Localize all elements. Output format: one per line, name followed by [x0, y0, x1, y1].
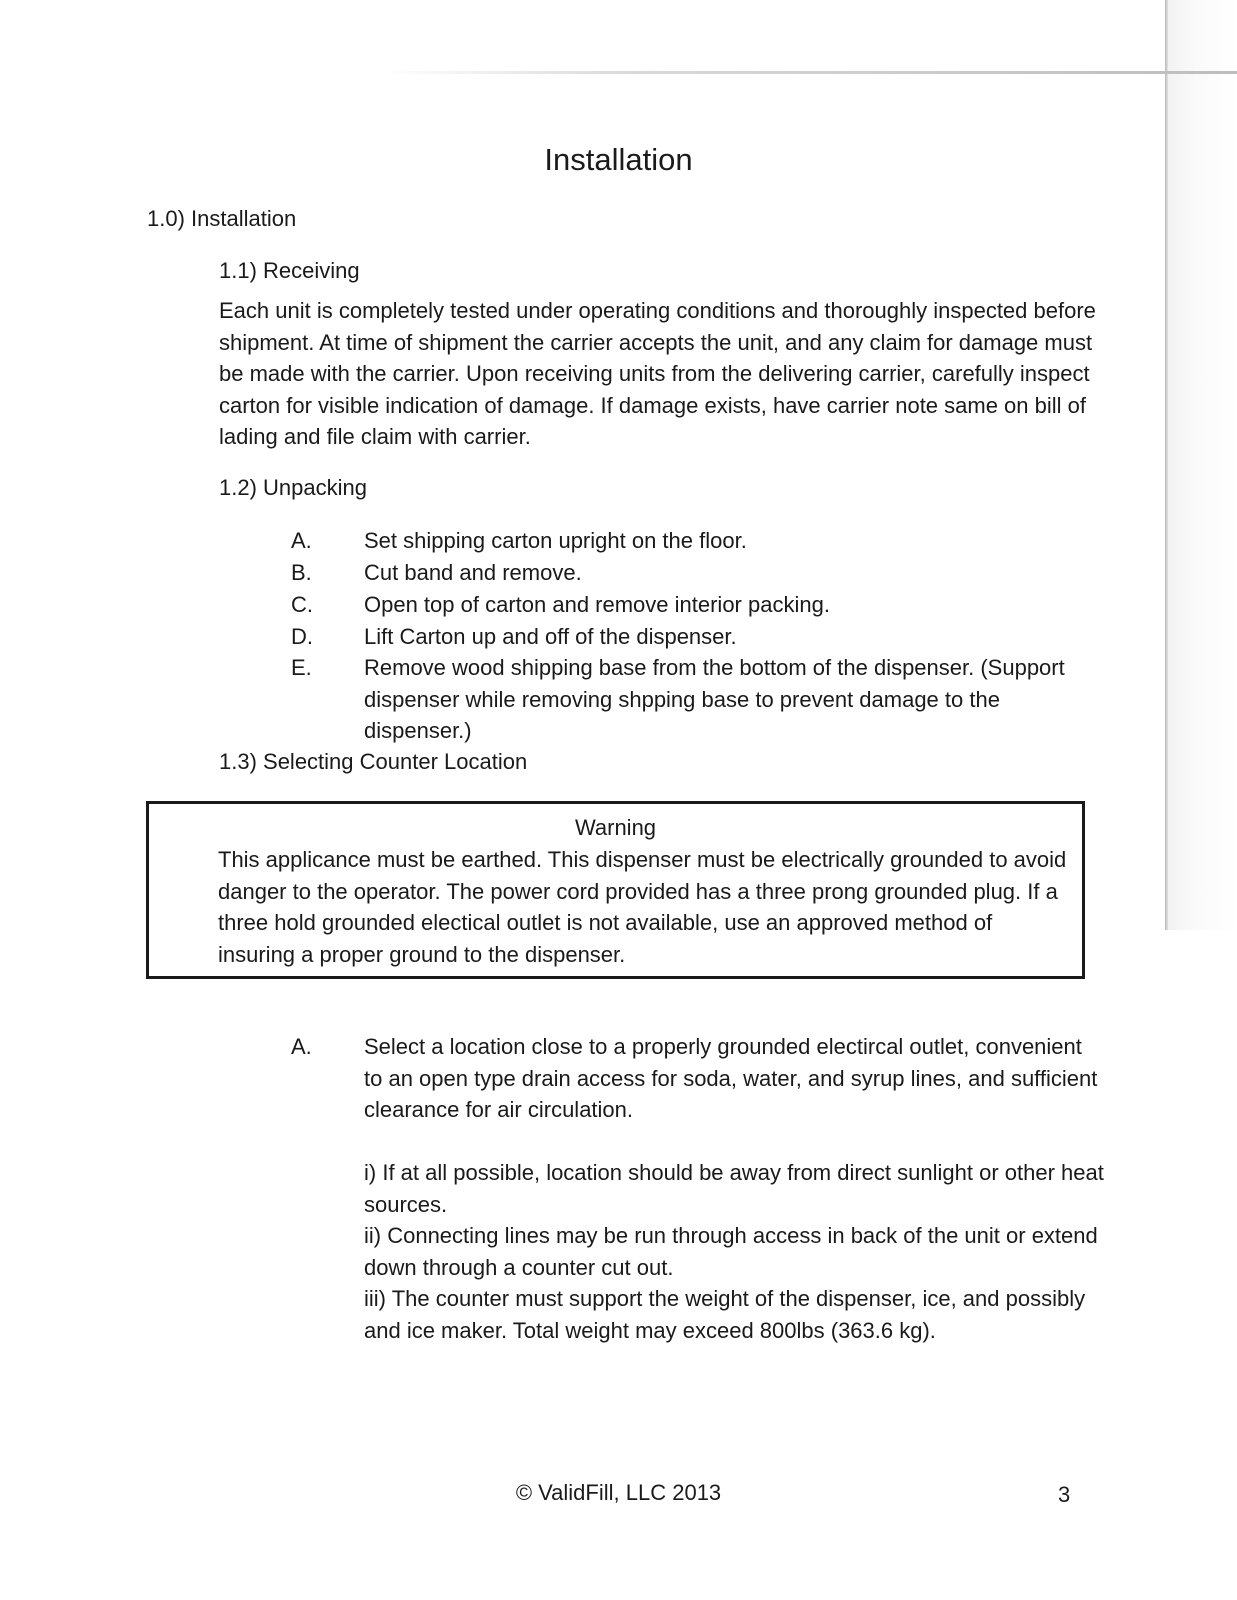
unpacking-item-text: Open top of carton and remove interior packing.	[364, 592, 830, 617]
counter-subitem: ii) Connecting lines may be run through access in back of the unit or extend down through a counter cut out.	[364, 1223, 1098, 1280]
counter-item-letter: A.	[291, 1034, 312, 1059]
page-number: 3	[1058, 1482, 1071, 1507]
warning-text: This applicance must be earthed. This dispenser must be electrically grounded to avoid danger to the operator. The power cord provided has a three prong grounded plug. If a three hold grounded electical outlet is not available, use an approved method of insuring a proper ground to the dispenser.	[218, 847, 1067, 967]
page-title: Installation	[544, 142, 693, 177]
unpacking-heading: 1.2) Unpacking	[219, 475, 367, 500]
unpacking-item-text: Set shipping carton upright on the floor.	[364, 528, 747, 553]
warning-box	[146, 801, 1085, 979]
counter-subitem: iii) The counter must support the weight of the dispenser, ice, and possibly and ice maker. Total weight may exceed 800lbs (363.6 kg).	[364, 1286, 1086, 1343]
counter-item-text: Select a location close to a properly grounded electircal outlet, convenient to an open type drain access for soda, water, and syrup lines, and sufficient clearance for air circulation.	[364, 1034, 1098, 1123]
unpacking-item-text: Remove wood shipping base from the bottom of the dispenser. (Support dispenser while removing shpping base to prevent damage to the dispenser.)	[364, 655, 1065, 744]
counter-subitem: i) If at all possible, location should be away from direct sunlight or other heat sources.	[364, 1160, 1104, 1217]
counter-heading: 1.3) Selecting Counter Location	[219, 749, 528, 774]
unpacking-item-letter: D.	[291, 624, 313, 649]
unpacking-item-letter: B.	[291, 560, 312, 585]
unpacking-item-letter: A.	[291, 528, 312, 553]
unpacking-item-letter: C.	[291, 592, 313, 617]
unpacking-item-text: Lift Carton up and off of the dispenser.	[364, 624, 737, 649]
receiving-heading: 1.1) Receiving	[219, 258, 360, 283]
section-heading: 1.0) Installation	[147, 206, 297, 231]
footer-copyright: © ValidFill, LLC 2013	[515, 1480, 722, 1505]
receiving-paragraph: Each unit is completely tested under operating conditions and thoroughly inspected before shipment. At time of shipment the carrier accepts the unit, and any claim for damage must be made with the carrier. Upon receiving units from the delivering carrier, carefully inspect carton for visible indication of damage. If damage exists, have carrier note same on bill of lading and file claim with carrier.	[219, 298, 1096, 450]
page-edge-horizontal	[380, 71, 1237, 74]
counter-subitems	[364, 1157, 1104, 1347]
unpacking-item-text: Cut band and remove.	[364, 560, 582, 585]
unpacking-item-letter: E.	[291, 655, 312, 680]
warning-title: Warning	[574, 815, 657, 840]
